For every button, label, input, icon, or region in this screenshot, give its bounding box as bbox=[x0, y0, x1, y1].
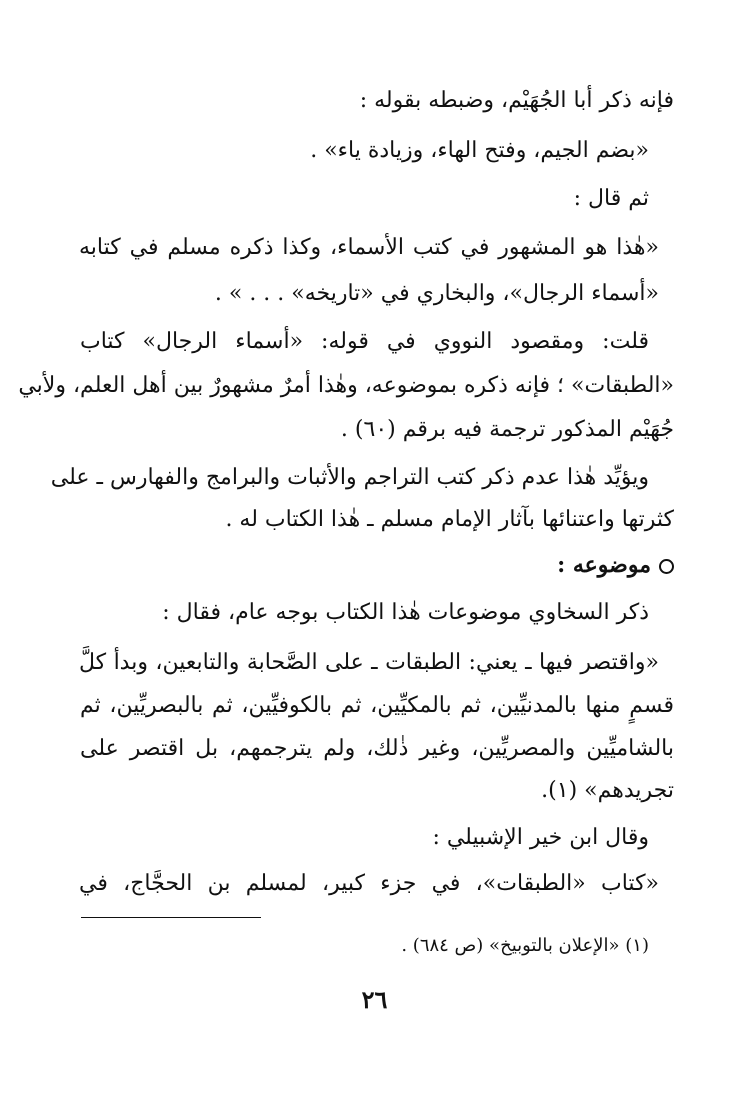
text-line: جُهَيْم المذكور ترجمة فيه برقم (٦٠) . bbox=[340, 417, 674, 442]
text-line: قلت: ومقصود النووي في قوله: «أسماء الرجال» كتاب bbox=[80, 329, 649, 354]
text-line: ويؤيِّد هٰذا عدم ذكر كتب التراجم والأثبات والبرامج والفهارس ـ على bbox=[50, 465, 649, 490]
text-line: «الطبقات» ؛ فإنه ذكره بموضوعه، وهٰذا أمرٌ مشهورٌ بين أهل العلم، ولأبي bbox=[18, 373, 674, 398]
text-line: كثرتها واعتنائها بآثار الإمام مسلم ـ هٰذا الكتاب له . bbox=[225, 507, 674, 532]
quote-line: «بضم الجيم، وفتح الهاء، وزيادة ياء» . bbox=[310, 138, 649, 163]
footnote-divider bbox=[81, 917, 261, 918]
text-line: فإنه ذكر أبا الجُهَيْم، وضبطه بقوله : bbox=[359, 88, 674, 113]
quote-line: «هٰذا هو المشهور في كتب الأسماء، وكذا ذكره مسلم في كتابه bbox=[79, 235, 659, 260]
quote-line: «كتاب «الطبقات»، في جزء كبير، لمسلم بن الحجَّاج، في bbox=[79, 871, 659, 896]
section-heading-text: موضوعه : bbox=[557, 552, 651, 578]
quote-line: قسمٍ منها بالمدنيِّين، ثم بالمكيِّين، ثم بالكوفيِّين، ثم بالبصريِّين، ثم bbox=[80, 693, 674, 718]
circle-bullet-icon bbox=[659, 559, 674, 574]
quote-line: «واقتصر فيها ـ يعني: الطبقات ـ على الصَّحابة والتابعين، وبدأ كلَّ bbox=[79, 650, 659, 675]
quote-line: بالشاميِّين والمصريِّين، وغير ذٰلك، ولم يترجمهم، بل اقتصر على bbox=[80, 736, 674, 761]
footnote: (١) «الإعلان بالتوبيخ» (ص ٦٨٤) . bbox=[401, 935, 649, 956]
text-line: وقال ابن خير الإشبيلي : bbox=[432, 825, 649, 850]
section-heading bbox=[80, 549, 674, 581]
text-line: ثم قال : bbox=[573, 186, 649, 211]
page-number: ٢٦ bbox=[361, 985, 388, 1014]
text-line: ذكر السخاوي موضوعات هٰذا الكتاب بوجه عام، فقال : bbox=[162, 600, 649, 625]
quote-line: تجريدهم» (١). bbox=[541, 778, 674, 803]
quote-line: «أسماء الرجال»، والبخاري في «تاريخه» . . . » . bbox=[214, 281, 659, 306]
